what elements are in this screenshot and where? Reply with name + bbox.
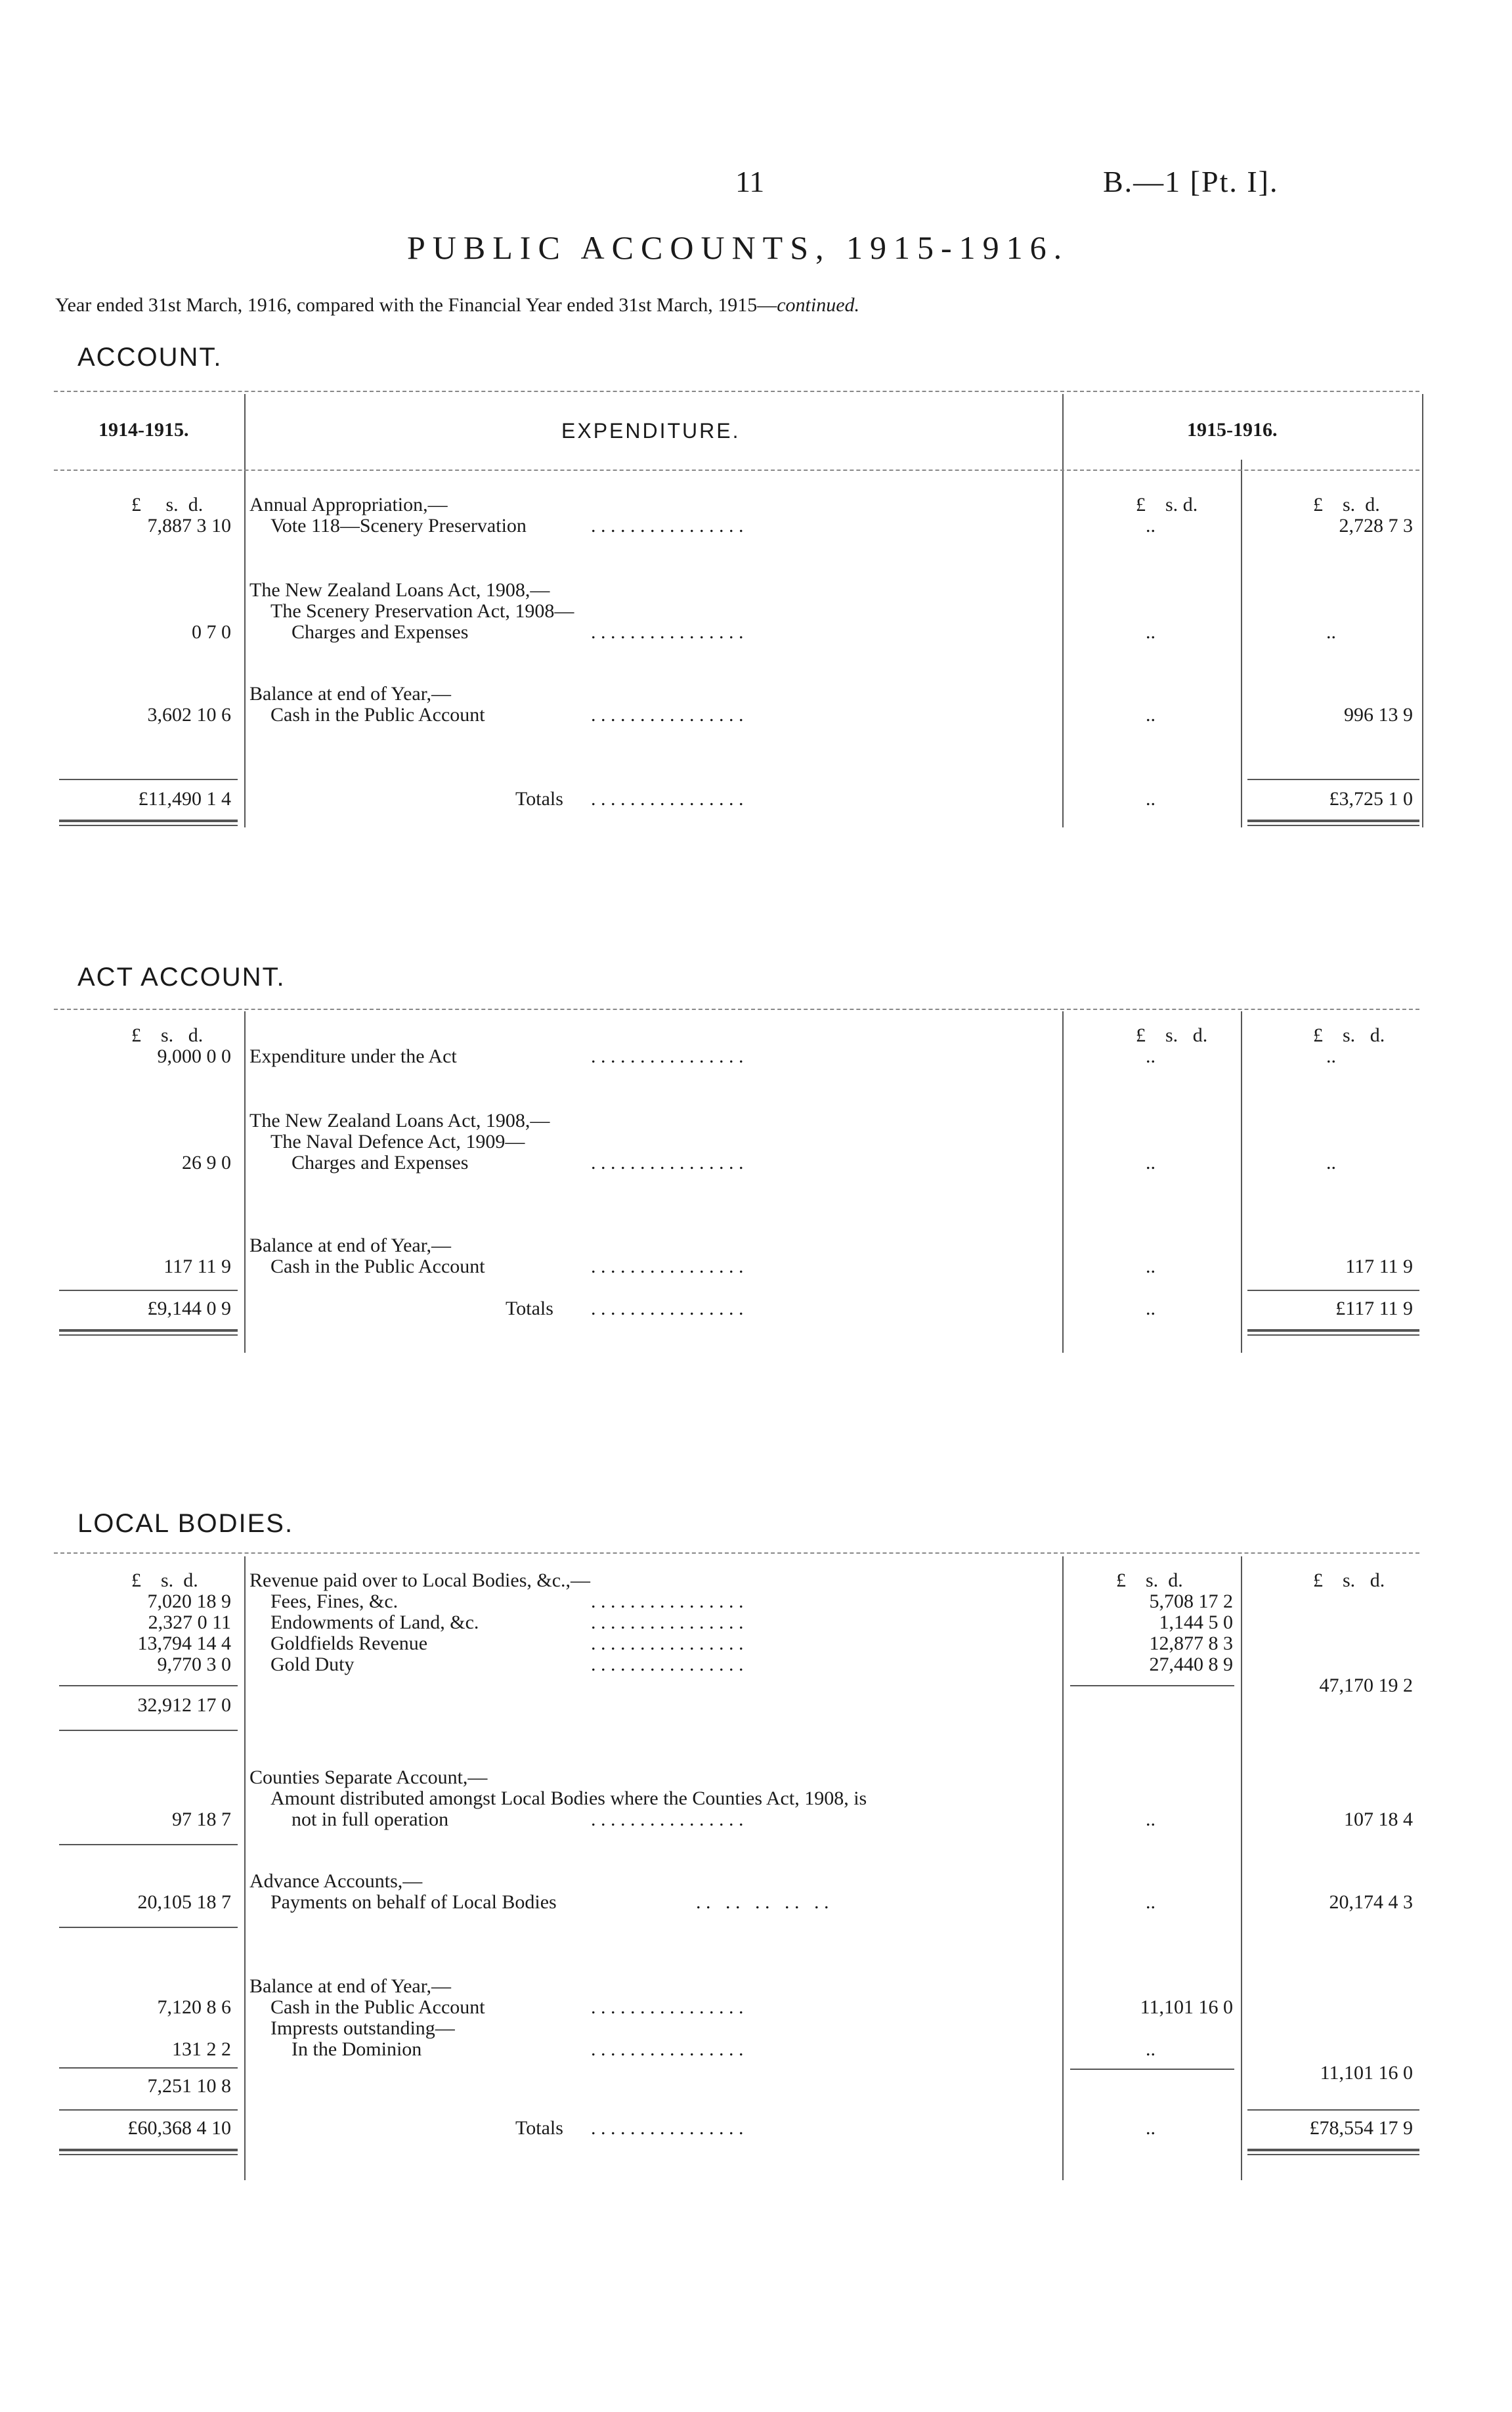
prev-amount: 0 7 0 (192, 621, 231, 643)
lsd-header: £ s. d. (1313, 494, 1380, 515)
mid-amount: .. (1146, 1045, 1156, 1067)
subtitle-continued: continued. (777, 294, 860, 316)
section-title-act-account: ACT ACCOUNT. (77, 963, 286, 992)
row-heading: Balance at end of Year,— (249, 1235, 452, 1256)
leader-dots: . . . . . . . . . . . . . . . . (591, 1298, 744, 1319)
mid-amount: .. (1146, 2038, 1156, 2060)
mid-amount: 5,708 17 2 (1149, 1590, 1233, 1612)
col-divider (244, 1011, 246, 1353)
prev-subtotal: 32,912 17 0 (137, 1694, 231, 1716)
cur-amount: .. (1326, 621, 1336, 643)
table-top-rule (54, 1552, 1419, 1554)
col-divider (1241, 460, 1242, 827)
cur-amount: 996 13 9 (1344, 704, 1413, 726)
prev-amount: 2,327 0 11 (148, 1612, 231, 1633)
row-label: Cash in the Public Account (270, 1996, 485, 2018)
leader-dots: . . . . . . . . . . . . . . . . (591, 1633, 744, 1654)
mid-total: .. (1146, 1298, 1156, 1319)
cur-amount: 107 18 4 (1344, 1809, 1413, 1830)
row-label: Cash in the Public Account (270, 704, 485, 726)
leader-dots: . . . . . . . . . . . . . . . . (591, 788, 744, 810)
sheet-reference: B.—1 [Pt. I]. (1103, 165, 1279, 198)
col-divider (244, 1556, 246, 2180)
total-double-rule (59, 2149, 238, 2151)
total-double-rule (1247, 1334, 1419, 1336)
subtitle (55, 294, 859, 317)
page-number: 11 (735, 165, 765, 198)
lsd-header: £ s. d. (1136, 494, 1198, 515)
header-rule (54, 470, 1419, 471)
total-double-rule (59, 1329, 238, 1332)
row-heading: Advance Accounts,— (249, 1870, 423, 1892)
mid-amount: 27,440 8 9 (1149, 1654, 1233, 1675)
prev-amount: 13,794 14 4 (137, 1633, 231, 1654)
leader-dots: . . . . . . . . . . . . . . . . (591, 704, 744, 726)
row-label: Charges and Expenses (292, 621, 469, 643)
totals-label: Totals (515, 788, 563, 810)
prev-amount: 9,770 3 0 (157, 1654, 231, 1675)
cur-amount: 117 11 9 (1345, 1256, 1413, 1277)
cur-amount: 47,170 19 2 (1319, 1675, 1413, 1696)
prev-total: £11,490 1 4 (138, 788, 231, 810)
row-heading: Imprests outstanding— (270, 2017, 455, 2039)
mid-amount: 11,101 16 0 (1140, 1996, 1233, 2018)
prev-amount: 26 9 0 (182, 1152, 231, 1173)
prev-amount: 7,120 8 6 (157, 1996, 231, 2018)
prev-amount: 9,000 0 0 (157, 1045, 231, 1067)
prev-amount: 7,887 3 10 (147, 515, 231, 537)
prev-amount: 97 18 7 (172, 1809, 231, 1830)
leader-dots: . . . . . . . . . . . . . . . . (591, 1612, 744, 1633)
leader-dots: . . . . . . . . . . . . . . . . (591, 2117, 744, 2139)
prev-amount: 7,020 18 9 (147, 1590, 231, 1612)
col-divider (244, 394, 246, 827)
leader-dots: . . . . . . . . . . . . . . . . (591, 2038, 744, 2060)
leader-dots: . . . . . . . . . . . . . . . . (591, 1045, 744, 1067)
sum-rule (59, 1290, 238, 1291)
leader-dots: . . . . . . . . . . . . . . . . (591, 1996, 744, 2018)
sum-rule (59, 1685, 238, 1686)
sum-rule (59, 2067, 238, 2069)
lsd-header: £ s. d. (1313, 1569, 1385, 1591)
row-label: In the Dominion (292, 2038, 422, 2060)
mid-amount: .. (1146, 704, 1156, 726)
leader-dots: . . . . . . . . . . . . . . . . (591, 1590, 744, 1612)
cur-total: £78,554 17 9 (1309, 2117, 1413, 2139)
total-double-rule (59, 825, 238, 826)
total-double-rule (1247, 825, 1419, 826)
cur-total: £117 11 9 (1335, 1298, 1413, 1319)
cur-total: £3,725 1 0 (1329, 788, 1413, 810)
row-heading: Revenue paid over to Local Bodies, &c.,— (249, 1569, 591, 1591)
leader-dots: . . . . . . . . . . (696, 1891, 829, 1913)
col-divider (1241, 1011, 1242, 1353)
total-double-rule (59, 2154, 238, 2155)
row-heading: The Scenery Preservation Act, 1908— (270, 600, 574, 622)
prev-total: £9,144 0 9 (147, 1298, 231, 1319)
col-divider (1241, 1556, 1242, 2180)
sub-rule (59, 1844, 238, 1845)
row-label: Amount distributed amongst Local Bodies where the Counties Act, 1908, is (270, 1787, 867, 1809)
cur-amount: .. (1326, 1152, 1336, 1173)
row-label: Payments on behalf of Local Bodies (270, 1891, 557, 1913)
table-top-rule (54, 1009, 1419, 1010)
row-label: Expenditure under the Act (249, 1045, 457, 1067)
cur-amount: 20,174 4 3 (1329, 1891, 1413, 1913)
col-divider (1062, 1011, 1064, 1353)
total-double-rule (1247, 2154, 1419, 2155)
mid-total: .. (1146, 2117, 1156, 2139)
row-heading: Annual Appropriation,— (249, 494, 448, 515)
lsd-header: £ s. d. (131, 494, 204, 515)
sum-rule (59, 779, 238, 780)
row-heading: The Naval Defence Act, 1909— (270, 1131, 525, 1152)
row-label: Endowments of Land, &c. (270, 1612, 479, 1633)
prev-subtotal: 7,251 10 8 (147, 2075, 231, 2097)
total-double-rule (1247, 2149, 1419, 2151)
col-divider (1062, 394, 1064, 827)
sum-rule (1070, 1685, 1234, 1686)
mid-amount: 1,144 5 0 (1159, 1612, 1233, 1633)
prev-amount: 131 2 2 (172, 2038, 231, 2060)
prev-total: £60,368 4 10 (127, 2117, 231, 2139)
mid-amount: 12,877 8 3 (1149, 1633, 1233, 1654)
totals-label: Totals (506, 1298, 553, 1319)
row-heading: Counties Separate Account,— (249, 1766, 488, 1788)
mid-amount: .. (1146, 1152, 1156, 1173)
row-label: Goldfields Revenue (270, 1633, 428, 1654)
subtitle-text: Year ended 31st March, 1916, compared with the Financial Year ended 31st March, 1915— (55, 294, 777, 316)
mid-amount: .. (1146, 1256, 1156, 1277)
sum-rule (1247, 779, 1419, 780)
row-label: Vote 118—Scenery Preservation (270, 515, 527, 537)
total-double-rule (59, 820, 238, 822)
row-heading: Balance at end of Year,— (249, 1975, 452, 1997)
mid-total: .. (1146, 788, 1156, 810)
lsd-header: £ s. d. (1116, 1569, 1183, 1591)
leader-dots: . . . . . . . . . . . . . . . . (591, 621, 744, 643)
cur-amount: 2,728 7 3 (1339, 515, 1413, 537)
sum-rule (1247, 1290, 1419, 1291)
sum-rule (1070, 2069, 1234, 2070)
col-header-1915-1916: 1915-1916. (1187, 419, 1278, 441)
prev-amount: 117 11 9 (163, 1256, 231, 1277)
page-title: PUBLIC ACCOUNTS, 1915-1916. (407, 229, 1069, 266)
total-double-rule (1247, 1329, 1419, 1332)
total-double-rule (59, 1334, 238, 1336)
row-label: Gold Duty (270, 1654, 355, 1675)
row-label: Cash in the Public Account (270, 1256, 485, 1277)
leader-dots: . . . . . . . . . . . . . . . . (591, 1809, 744, 1830)
row-label: Charges and Expenses (292, 1152, 469, 1173)
row-heading: The New Zealand Loans Act, 1908,— (249, 579, 550, 601)
mid-amount: .. (1146, 621, 1156, 643)
lsd-header: £ s. d. (1136, 1024, 1208, 1046)
section-title-local-bodies: LOCAL BODIES. (77, 1509, 294, 1538)
leader-dots: . . . . . . . . . . . . . . . . (591, 1256, 744, 1277)
row-label: Fees, Fines, &c. (270, 1590, 399, 1612)
leader-dots: . . . . . . . . . . . . . . . . (591, 515, 744, 537)
sum-rule (59, 2109, 238, 2111)
row-heading: The New Zealand Loans Act, 1908,— (249, 1110, 550, 1131)
lsd-header: £ s. d. (131, 1569, 198, 1591)
lsd-header: £ s. d. (1313, 1024, 1385, 1046)
cur-amount: .. (1326, 1045, 1336, 1067)
sub-rule (59, 1730, 238, 1731)
lsd-header: £ s. d. (131, 1024, 204, 1046)
table-top-rule (54, 391, 1419, 392)
mid-amount: .. (1146, 515, 1156, 537)
col-header-1914-1915: 1914-1915. (98, 419, 189, 441)
col-divider (1422, 394, 1423, 827)
row-label: not in full operation (292, 1809, 449, 1830)
total-double-rule (1247, 820, 1419, 822)
mid-amount: .. (1146, 1809, 1156, 1830)
row-heading: Balance at end of Year,— (249, 683, 452, 705)
cur-amount: 11,101 16 0 (1320, 2062, 1413, 2084)
mid-amount: .. (1146, 1891, 1156, 1913)
prev-amount: 20,105 18 7 (137, 1891, 231, 1913)
prev-amount: 3,602 10 6 (147, 704, 231, 726)
leader-dots: . . . . . . . . . . . . . . . . (591, 1152, 744, 1173)
sub-rule (59, 1927, 238, 1928)
col-divider (1062, 1556, 1064, 2180)
totals-label: Totals (515, 2117, 563, 2139)
sum-rule (1247, 2109, 1419, 2111)
leader-dots: . . . . . . . . . . . . . . . . (591, 1654, 744, 1675)
section-title-account: ACCOUNT. (77, 343, 223, 372)
col-header-expenditure: EXPENDITURE. (561, 419, 741, 443)
